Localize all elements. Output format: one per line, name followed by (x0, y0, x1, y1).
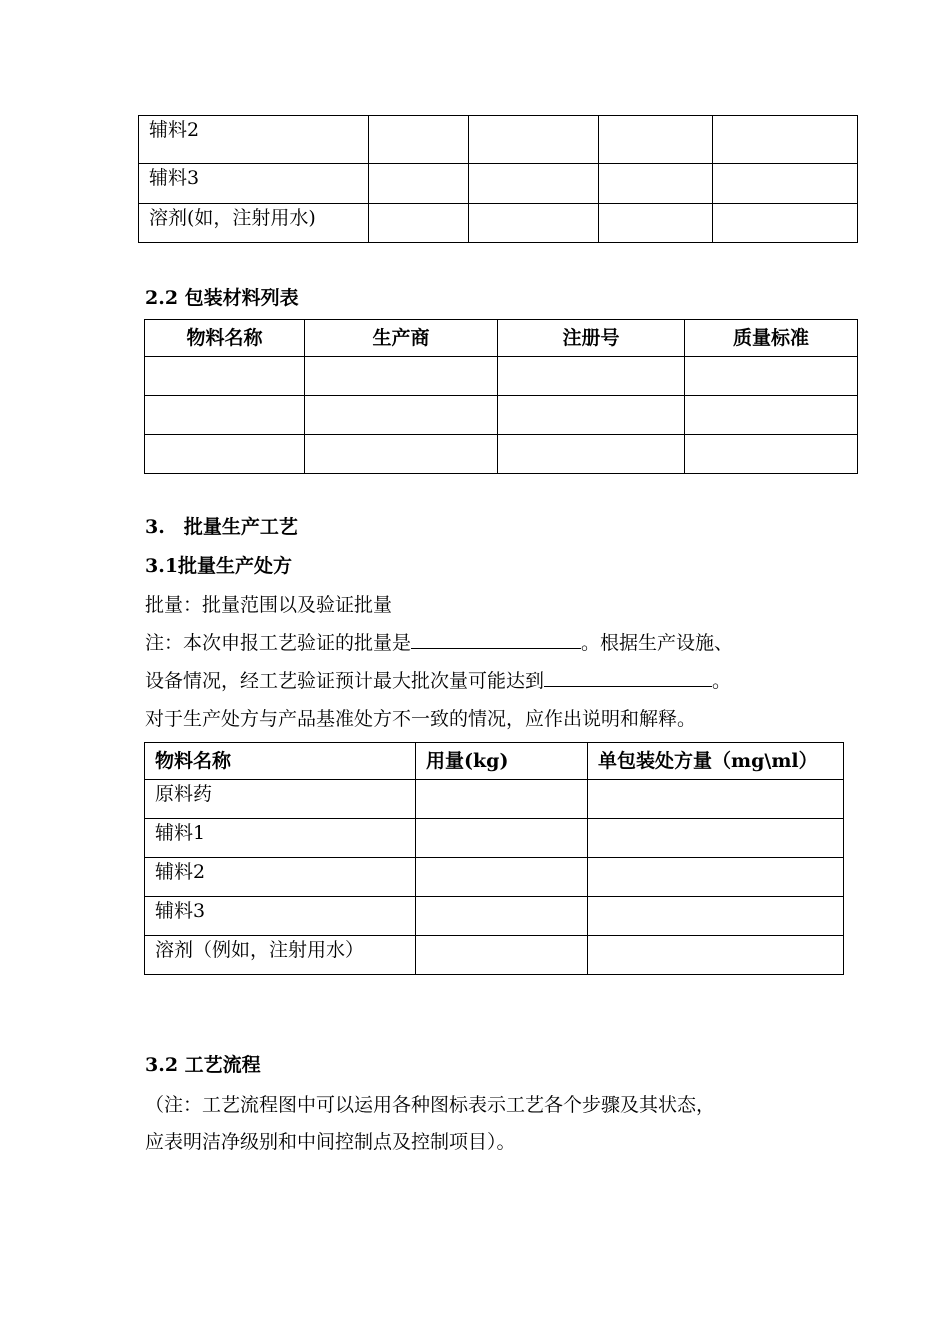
table-cell (416, 936, 588, 975)
table-row (145, 435, 858, 474)
table-cell (685, 435, 858, 474)
table-cell (588, 780, 844, 819)
table-cell (599, 204, 713, 243)
table-cell (713, 204, 858, 243)
table-header-row (145, 320, 858, 357)
table-cell (369, 116, 469, 164)
packaging-materials-table (144, 319, 858, 474)
note-text: 。 (712, 670, 732, 692)
table-cell (588, 858, 844, 897)
table-cell (588, 819, 844, 858)
table-row (145, 897, 844, 936)
table-cell (498, 435, 685, 474)
table-cell (469, 164, 599, 204)
table-row (145, 819, 844, 858)
table-cell (599, 116, 713, 164)
table-cell: 辅料2 (139, 116, 369, 164)
table-cell (145, 357, 305, 396)
column-header: 注册号 (498, 320, 685, 357)
process-note-line-1: （注：工艺流程图中可以运用各种图标表示工艺各个步骤及其状态， (145, 1094, 716, 1116)
section-2-2-title: 2.2 包装材料列表 (145, 287, 299, 309)
table-cell: 辅料1 (145, 819, 416, 858)
note-line-3: 对于生产处方与产品基准处方不一致的情况，应作出说明和解释。 (145, 708, 697, 730)
table-cell (416, 780, 588, 819)
table-cell (713, 116, 858, 164)
note-text: 注：本次申报工艺验证的批量是 (145, 632, 412, 654)
validation-batch-blank[interactable] (411, 630, 581, 649)
table-cell (685, 396, 858, 435)
table-cell: 溶剂(如，注射用水) (139, 204, 369, 243)
table-cell: 辅料3 (139, 164, 369, 204)
table-cell (588, 897, 844, 936)
table-cell (588, 936, 844, 975)
table-cell (305, 357, 498, 396)
table-cell (305, 396, 498, 435)
table-cell (369, 164, 469, 204)
note-line-1 (145, 630, 733, 656)
column-header: 质量标准 (685, 320, 858, 357)
table-cell (599, 164, 713, 204)
table-cell: 溶剂（例如，注射用水） (145, 936, 416, 975)
table-cell (145, 435, 305, 474)
batch-formula-table (144, 742, 844, 975)
table-row (145, 936, 844, 975)
table-cell (469, 204, 599, 243)
table-row (145, 780, 844, 819)
section-3-1-title: 3.1批量生产处方 (145, 555, 293, 577)
table-cell: 辅料2 (145, 858, 416, 897)
column-header: 物料名称 (145, 320, 305, 357)
section-3-2-title: 3.2 工艺流程 (145, 1054, 261, 1076)
max-batch-blank[interactable] (544, 668, 712, 687)
process-note-line-2: 应表明洁净级别和中间控制点及控制项目）。 (145, 1131, 516, 1153)
column-header: 生产商 (305, 320, 498, 357)
table-cell (416, 819, 588, 858)
table-cell (145, 396, 305, 435)
table-cell (498, 357, 685, 396)
note-text: 设备情况，经工艺验证预计最大批次量可能达到 (145, 670, 545, 692)
column-header: 单包装处方量（mg\ml） (588, 743, 844, 780)
table-cell (685, 357, 858, 396)
batch-size-line: 批量：批量范围以及验证批量 (145, 594, 393, 616)
table-cell (416, 897, 588, 936)
table-row (139, 164, 858, 204)
table-cell: 辅料3 (145, 897, 416, 936)
table-row (145, 357, 858, 396)
column-header: 物料名称 (145, 743, 416, 780)
table-row (139, 116, 858, 164)
section-3-title: 3. 批量生产工艺 (145, 516, 298, 538)
table-cell (416, 858, 588, 897)
table-cell (498, 396, 685, 435)
note-line-2 (145, 668, 731, 694)
table-row (145, 396, 858, 435)
table-cell: 原料药 (145, 780, 416, 819)
materials-table-continued (138, 115, 858, 243)
table-cell (369, 204, 469, 243)
table-cell (469, 116, 599, 164)
table-row (145, 858, 844, 897)
table-cell (305, 435, 498, 474)
table-header-row (145, 743, 844, 780)
table-cell (713, 164, 858, 204)
note-text: 。根据生产设施、 (581, 632, 734, 654)
column-header: 用量(kg) (416, 743, 588, 780)
table-row (139, 204, 858, 243)
